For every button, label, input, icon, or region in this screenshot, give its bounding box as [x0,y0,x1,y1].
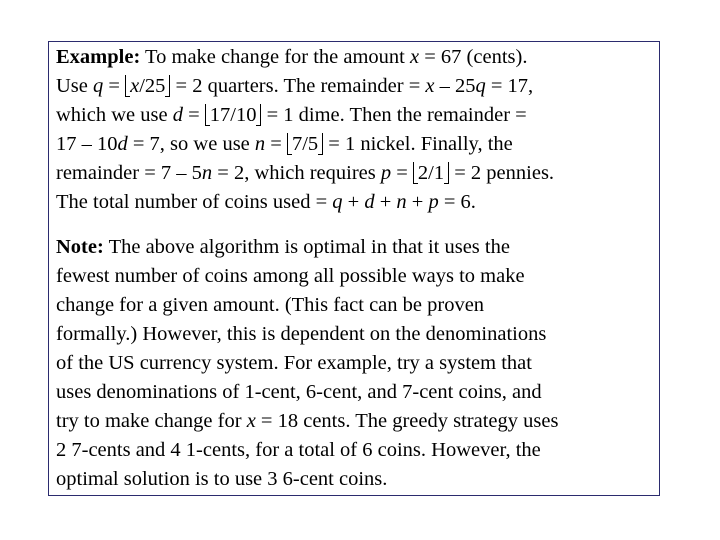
note-line: optimal solution is to use 3 6-cent coins. [56,468,388,490]
example-line-6: The total number of coins used = q + d + n + p = 6. [56,191,476,213]
example-line-2: Use q = x/25 = 2 quarters. The remainder = x – 25q = 17, [56,72,554,101]
note-paragraph [56,233,558,494]
note-line-1: Note: The above algorithm is optimal in that it uses the [56,236,510,258]
example-label: Example: [56,46,141,68]
note-line: 2 7-cents and 4 1-cents, for a total of 6 coins. However, the [56,439,541,461]
note-label: Note: [56,236,104,258]
floor-17-10: 17/10 [205,101,262,130]
note-line: formally.) However, this is dependent on the denominations [56,323,547,345]
floor-2-1: 2/1 [413,159,449,188]
note-line: change for a given amount. (This fact can be proven [56,294,485,316]
note-line: uses denominations of 1-cent, 6-cent, and 7-cent coins, and [56,381,542,403]
note-line-7: try to make change for x = 18 cents. The greedy strategy uses [56,410,559,432]
note-line: of the US currency system. For example, try a system that [56,352,532,374]
example-line-4: 17 – 10d = 7, so we use n = 7/5 = 1 nickel. Finally, the [56,130,554,159]
example-line-5: remainder = 7 – 5n = 2, which requires p = 2/1 = 2 pennies. [56,159,554,188]
example-line-1: Example: To make change for the amount x = 67 (cents). [56,46,528,68]
example-line-3: which we use d = 17/10 = 1 dime. Then the remainder = [56,101,554,130]
floor-7-5: 7/5 [287,130,323,159]
example-paragraph [56,43,554,217]
note-line: fewest number of coins among all possible ways to make [56,265,525,287]
floor-x-25: x/25 [125,72,170,101]
